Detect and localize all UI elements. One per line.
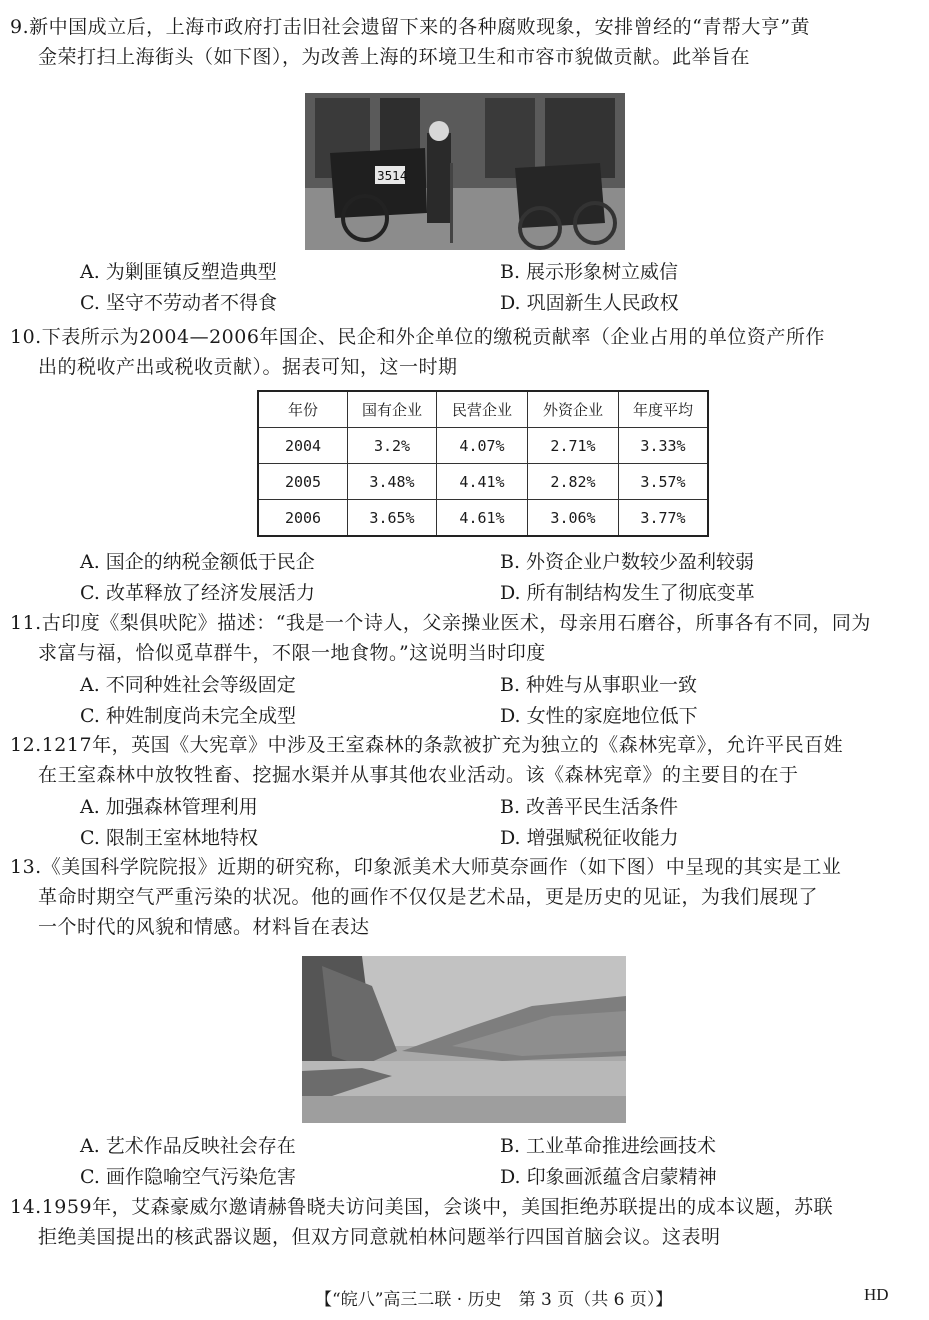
question-13	[10, 852, 895, 942]
option-d[interactable]: D. 巩固新生人民政权	[500, 292, 679, 314]
option-d[interactable]: D. 所有制结构发生了彻底变革	[500, 582, 755, 604]
option-d[interactable]: D. 印象画派蕴含启蒙精神	[500, 1166, 717, 1188]
header-foreign: 外资企业	[528, 391, 619, 428]
question-12	[10, 730, 895, 790]
question-12-line-2: 在王室森林中放牧牲畜、挖掘水渠并从事其他农业活动。该《森林宪章》的主要目的在于	[38, 764, 799, 786]
street-sweeping-photo	[305, 93, 625, 250]
table-cell: 3.57%	[619, 464, 709, 500]
table-cell: 3.2%	[348, 428, 437, 464]
question-9-line-2: 金荣打扫上海街头（如下图），为改善上海的环境卫生和市容市貌做贡献。此举旨在	[38, 46, 751, 68]
table-header-row	[258, 391, 708, 428]
header-state-owned: 国有企业	[348, 391, 437, 428]
question-11-line-1: 11.古印度《梨俱吠陀》描述：“我是一个诗人，父亲操业医术，母亲用石磨谷，所事各有不同，同为	[10, 612, 871, 634]
header-year: 年份	[258, 391, 348, 428]
question-10-options	[80, 547, 900, 607]
option-b[interactable]: B. 工业革命推进绘画技术	[500, 1135, 717, 1157]
table-cell: 3.65%	[348, 500, 437, 537]
cart-number: 3514	[377, 169, 408, 183]
option-c[interactable]: C. 种姓制度尚未完全成型	[80, 705, 296, 727]
header-average: 年度平均	[619, 391, 709, 428]
option-a[interactable]: A. 为剿匪镇反塑造典型	[80, 261, 277, 283]
table-cell: 3.06%	[528, 500, 619, 537]
option-b[interactable]: B. 种姓与从事职业一致	[500, 674, 698, 696]
table-cell: 2.71%	[528, 428, 619, 464]
table-cell: 4.07%	[437, 428, 528, 464]
table-cell: 3.77%	[619, 500, 709, 537]
option-b[interactable]: B. 展示形象树立威信	[500, 261, 679, 283]
footer-page-info: 【“皖八”高三二联 · 历史 第 3 页（共 6 页）】	[315, 1290, 673, 1310]
table-cell: 3.33%	[619, 428, 709, 464]
tax-contribution-table	[257, 390, 709, 537]
question-10	[10, 322, 895, 382]
question-14	[10, 1192, 895, 1252]
question-13-line-1: 13.《美国科学院院报》近期的研究称，印象派美术大师莫奈画作（如下图）中呈现的其实是工业	[10, 856, 842, 878]
option-b[interactable]: B. 外资企业户数较少盈利较弱	[500, 551, 755, 573]
table-cell: 4.41%	[437, 464, 528, 500]
option-a[interactable]: A. 加强森林管理利用	[80, 796, 258, 818]
footer-code: HD	[864, 1285, 889, 1304]
question-13-line-2: 革命时期空气严重污染的状况。他的画作不仅仅是艺术品，更是历史的见证，为我们展现了	[38, 886, 819, 908]
table-cell: 4.61%	[437, 500, 528, 537]
question-12-options	[80, 792, 900, 852]
question-14-line-1: 14.1959年，艾森豪威尔邀请赫鲁晓夫访问美国，会谈中，美国拒绝苏联提出的成本议题，苏联	[10, 1196, 834, 1218]
question-13-options	[80, 1131, 900, 1191]
option-c[interactable]: C. 坚守不劳动者不得食	[80, 292, 277, 314]
option-b[interactable]: B. 改善平民生活条件	[500, 796, 679, 818]
question-13-line-3: 一个时代的风貌和情感。材料旨在表达	[38, 916, 370, 938]
question-9	[10, 12, 895, 72]
option-d[interactable]: D. 增强赋税征收能力	[500, 827, 679, 849]
table-cell: 2.82%	[528, 464, 619, 500]
option-c[interactable]: C. 画作隐喻空气污染危害	[80, 1166, 296, 1188]
question-11-options	[80, 670, 900, 730]
table-cell: 2004	[258, 428, 348, 464]
option-c[interactable]: C. 限制王室林地特权	[80, 827, 258, 849]
table-cell: 2005	[258, 464, 348, 500]
table-cell: 2006	[258, 500, 348, 537]
table-cell: 3.48%	[348, 464, 437, 500]
question-12-line-1: 12.1217年，英国《大宪章》中涉及王室森林的条款被扩充为独立的《森林宪章》，允许平民百姓	[10, 734, 844, 756]
option-a[interactable]: A. 艺术作品反映社会存在	[80, 1135, 296, 1157]
option-a[interactable]: A. 国企的纳税金额低于民企	[80, 551, 315, 573]
option-c[interactable]: C. 改革释放了经济发展活力	[80, 582, 315, 604]
question-10-line-2: 出的税收产出或税收贡献）。据表可知，这一时期	[38, 356, 458, 378]
question-14-line-2: 拒绝美国提出的核武器议题，但双方同意就柏林问题举行四国首脑会议。这表明	[38, 1226, 721, 1248]
table-row	[258, 428, 708, 464]
header-private: 民营企业	[437, 391, 528, 428]
question-9-line-1: 9.新中国成立后，上海市政府打击旧社会遗留下来的各种腐败现象，安排曾经的“青帮大亨”黄	[10, 16, 811, 38]
option-d[interactable]: D. 女性的家庭地位低下	[500, 705, 698, 727]
question-10-line-1: 10.下表所示为2004—2006年国企、民企和外企单位的缴税贡献率（企业占用的单位资产所作	[10, 326, 825, 348]
table-row	[258, 464, 708, 500]
question-11	[10, 608, 895, 668]
monet-painting-image	[302, 956, 626, 1123]
question-11-line-2: 求富与福，恰似觅草群牛，不限一地食物。”这说明当时印度	[38, 642, 546, 664]
option-a[interactable]: A. 不同种姓社会等级固定	[80, 674, 296, 696]
question-9-options	[80, 257, 900, 317]
table-row	[258, 500, 708, 537]
